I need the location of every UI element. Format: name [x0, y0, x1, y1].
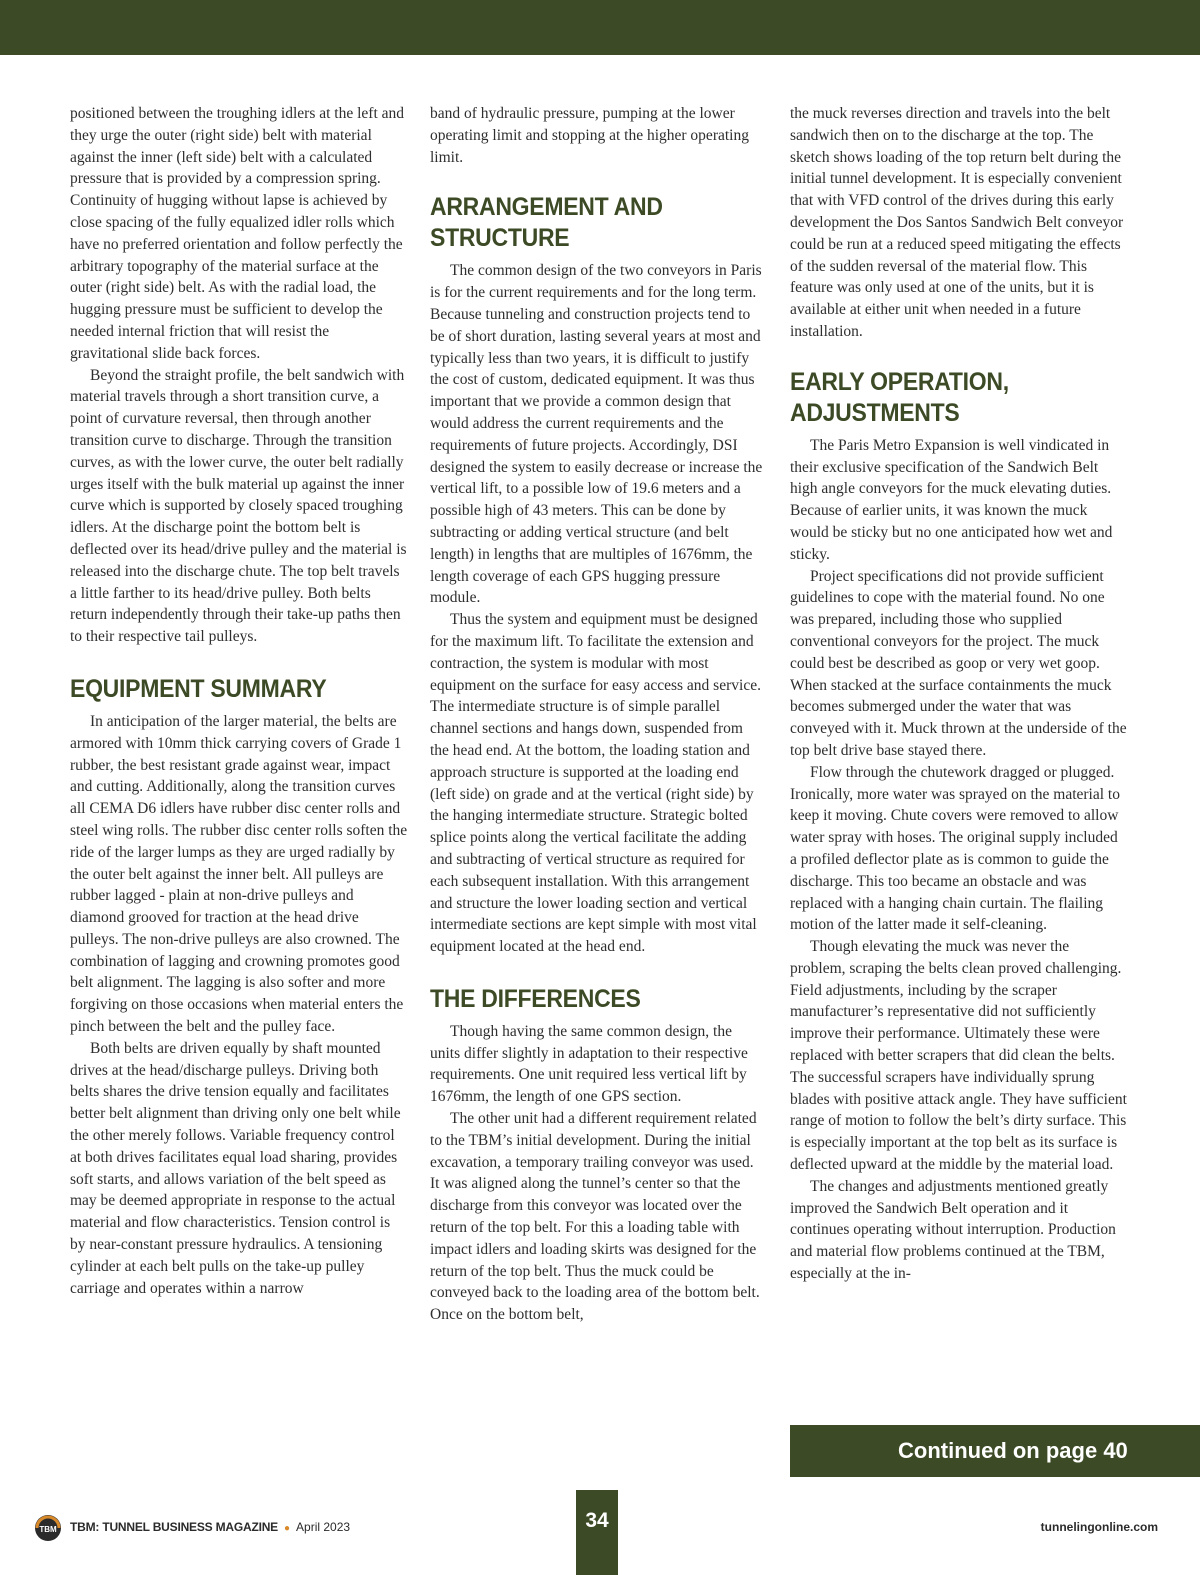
heading-line: STRUCTURE: [430, 224, 570, 253]
section-heading-early-operation: [790, 367, 1101, 429]
logo-text: TBM: [39, 1525, 57, 1534]
paragraph: The changes and adjustments mentioned greatly improved the Sandwich Belt operation and it continues operating without interruption. Production and material flow problems continued at the TBM, especially at the in-: [790, 1177, 1116, 1283]
paragraph: Though having the same common design, the units differ slightly in adaptation to their respective requirements. One unit required less vertical lift by 1676mm, the length of one GPS section.: [430, 1022, 748, 1106]
paragraph: Thus the system and equipment must be designed for the maximum lift. To facilitate the extension and contraction, the system is modular with most equipment on the surface for easy access and service. The intermediate structure is of simple parallel channel sections and hangs down, suspended from the head end. At the bottom, the loading station and approach structure is supported at the loading end (left side) on grade and at the vertical (right side) by the hanging intermediate structure. Strategic bolted splice points along the vertical facilitate the adding and subtracting of vertical structure as required for each subsequent installation. With this arrangement and structure the lower loading section and vertical intermediate sections are kept simple with most vital equipment located at the head end.: [430, 611, 761, 956]
paragraph: the muck reverses direction and travels into the belt sandwich then on to the discharge at the top. The sketch shows loading of the top return belt during the initial tunnel development. It is especially convenient that with VFD control of the drives during this early development the Dos Santos Sandwich Belt conveyor could be run at a reduced speed mitigating the effects of the sudden reversal of the material flow. This feature was only used at one of the units, but it is available at either unit when needed in a future installation.: [790, 105, 1124, 340]
tbm-logo-icon: [34, 1514, 62, 1542]
heading-line: EARLY OPERATION,: [790, 367, 1009, 396]
paragraph: The other unit had a different requirement related to the TBM’s initial development. During the initial excavation, a temporary trailing conveyor was used. It was aligned along the tunnel’s center so that the discharge from this conveyor was located over the return of the top belt. For this a loading table with impact idlers and loading skirts was designed for the return of the top belt. Thus the muck could be conveyed back to the loading area of the bottom belt. Once on the bottom belt,: [430, 1110, 760, 1324]
section-heading-arrangement: [430, 192, 737, 254]
paragraph: positioned between the troughing idlers at the left and they urge the outer (right side) belt with material against the inner (left side) belt with a calculated pressure that is provided by a compression spring. Continuity of hugging without lapse is achieved by close spacing of the fully equalized idler rolls which have no preferred orientation and follow perfectly the arbitrary topography of the material surface at the outer (right side) belt. As with the radial load, the hugging pressure must be sufficient to develop the needed internal friction that will resist the gravitational slide back forces.: [70, 105, 405, 362]
article-column-1: [70, 103, 408, 1299]
continued-on-page-link[interactable]: Continued on page 40: [790, 1425, 1200, 1477]
article-column-2: [430, 103, 764, 1326]
paragraph: The common design of the two conveyors in Paris is for the current requirements and for the long term. Because tunneling and construction projects tend to be of short duration, lasting several years at most and typically less than two years, it is difficult to justify the cost of custom, dedicated equipment. It was thus important that we provide a common design that would address the current requirements and the requirements of future projects. Accordingly, DSI designed the system to easily decrease or increase the vertical lift, to a possible low of 19.6 meters and a possible high of 43 meters. This can be done by subtracting or adding vertical structure (and belt length) in lengths that are multiples of 1676mm, the length coverage of each GPS hugging pressure module.: [430, 262, 763, 607]
bullet-dot-icon: ●: [283, 1523, 291, 1534]
paragraph: band of hydraulic pressure, pumping at the lower operating limit and stopping at the higher operating limit.: [430, 105, 749, 166]
paragraph: Though elevating the muck was never the problem, scraping the belts clean proved challenging. Field adjustments, including by the scraper manufacturer’s representative did not sufficiently improve their performance. Ultimately these were replaced with better scrapers that did clean the belts. The successful scrapers have individually sprung blades with positive attack angle. They have sufficient range of motion to follow the belt’s dirty surface. This is especially important at the top belt as its surface is deflected upward at the middle by the material load.: [790, 938, 1127, 1174]
issue-date: April 2023: [296, 1520, 351, 1534]
website-link[interactable]: tunnelingonline.com: [1040, 1520, 1158, 1534]
paragraph: Flow through the chutework dragged or plugged. Ironically, more water was sprayed on the material to keep it moving. Chute covers were removed to allow water spray with hoses. The original supply included a profiled deflector plate as is common to guide the discharge. This too became an obstacle and was replaced with a hanging chain curtain. The flailing motion of the latter made it self-cleaning.: [790, 763, 1120, 934]
paragraph: In anticipation of the larger material, the belts are armored with 10mm thick carrying covers of Grade 1 rubber, the best resistant grade against wear, impact and cutting. Additionally, along the transition curves all CEMA D6 idlers have rubber disc center rolls and steel wing rolls. The rubber disc center rolls soften the ride of the larger lumps as they are urged radially by the outer belt against the inner belt. All pulleys are rubber lagged - plain at non-drive pulleys and diamond grooved for traction at the head drive pulleys. The non-drive pulleys are also crowned. The combination of lagging and crowning promotes good belt alignment. The lagging is also softer and more forgiving on those occasions when material enters the pinch between the belt and the pulley face.: [70, 712, 408, 1036]
footer-publication: [70, 1520, 350, 1534]
paragraph: The Paris Metro Expansion is well vindicated in their exclusive specification of the Sandwich Belt high angle conveyors for the muck elevating duties. Because of earlier units, it was known the muck would be sticky but no one anticipated how wet and sticky.: [790, 436, 1113, 563]
heading-line: ARRANGEMENT AND: [430, 193, 663, 222]
paragraph: Project specifications did not provide sufficient guidelines to cope with the material found. No one was prepared, including those who supplied conventional conveyors for the project. The muck could best be described as goop or very wet goop. When stacked at the surface containments the muck becomes submerged under the water that was conveyed with it. Muck thrown at the underside of the top belt drive base stayed there.: [790, 567, 1127, 759]
heading-line: ADJUSTMENTS: [790, 398, 960, 427]
page-footer: [0, 1490, 1200, 1575]
section-heading-equipment-summary: EQUIPMENT SUMMARY: [70, 674, 327, 703]
article-column-3: [790, 103, 1128, 1285]
magazine-name: TBM: TUNNEL BUSINESS MAGAZINE: [70, 1520, 278, 1534]
section-heading-differences: THE DIFFERENCES: [430, 984, 641, 1013]
paragraph: Both belts are driven equally by shaft mounted drives at the head/discharge pulleys. Driving both belts shares the drive tension equally and facilitates better belt alignment than driving only one belt while the other merely follows. Variable frequency control at both drives facilitates equal load sharing, provides soft starts, and allows variation of the belt speed as may be deemed appropriate in response to the actual material and flow characteristics. Tension control is by near-constant pressure hydraulics. A tensioning cylinder at each belt pulls on the take-up pulley carriage and operates within a narrow: [70, 1039, 401, 1297]
paragraph: Beyond the straight profile, the belt sandwich with material travels through a short transition curve, a point of curvature reversal, then through another transition curve to discharge. Through the transition curves, as with the lower curve, the outer belt radially urges itself with the bulk material up against the inner curve which is supported by closely spaced troughing idlers. At the discharge point the bottom belt is deflected over its head/drive pulley and the material is released into the discharge chute. The top belt travels a little farther to its head/drive pulley. Both belts return independently through their take-up paths then to their respective tail pulleys.: [70, 366, 407, 646]
page-number: 34: [576, 1490, 618, 1575]
header-bar: [0, 0, 1200, 55]
